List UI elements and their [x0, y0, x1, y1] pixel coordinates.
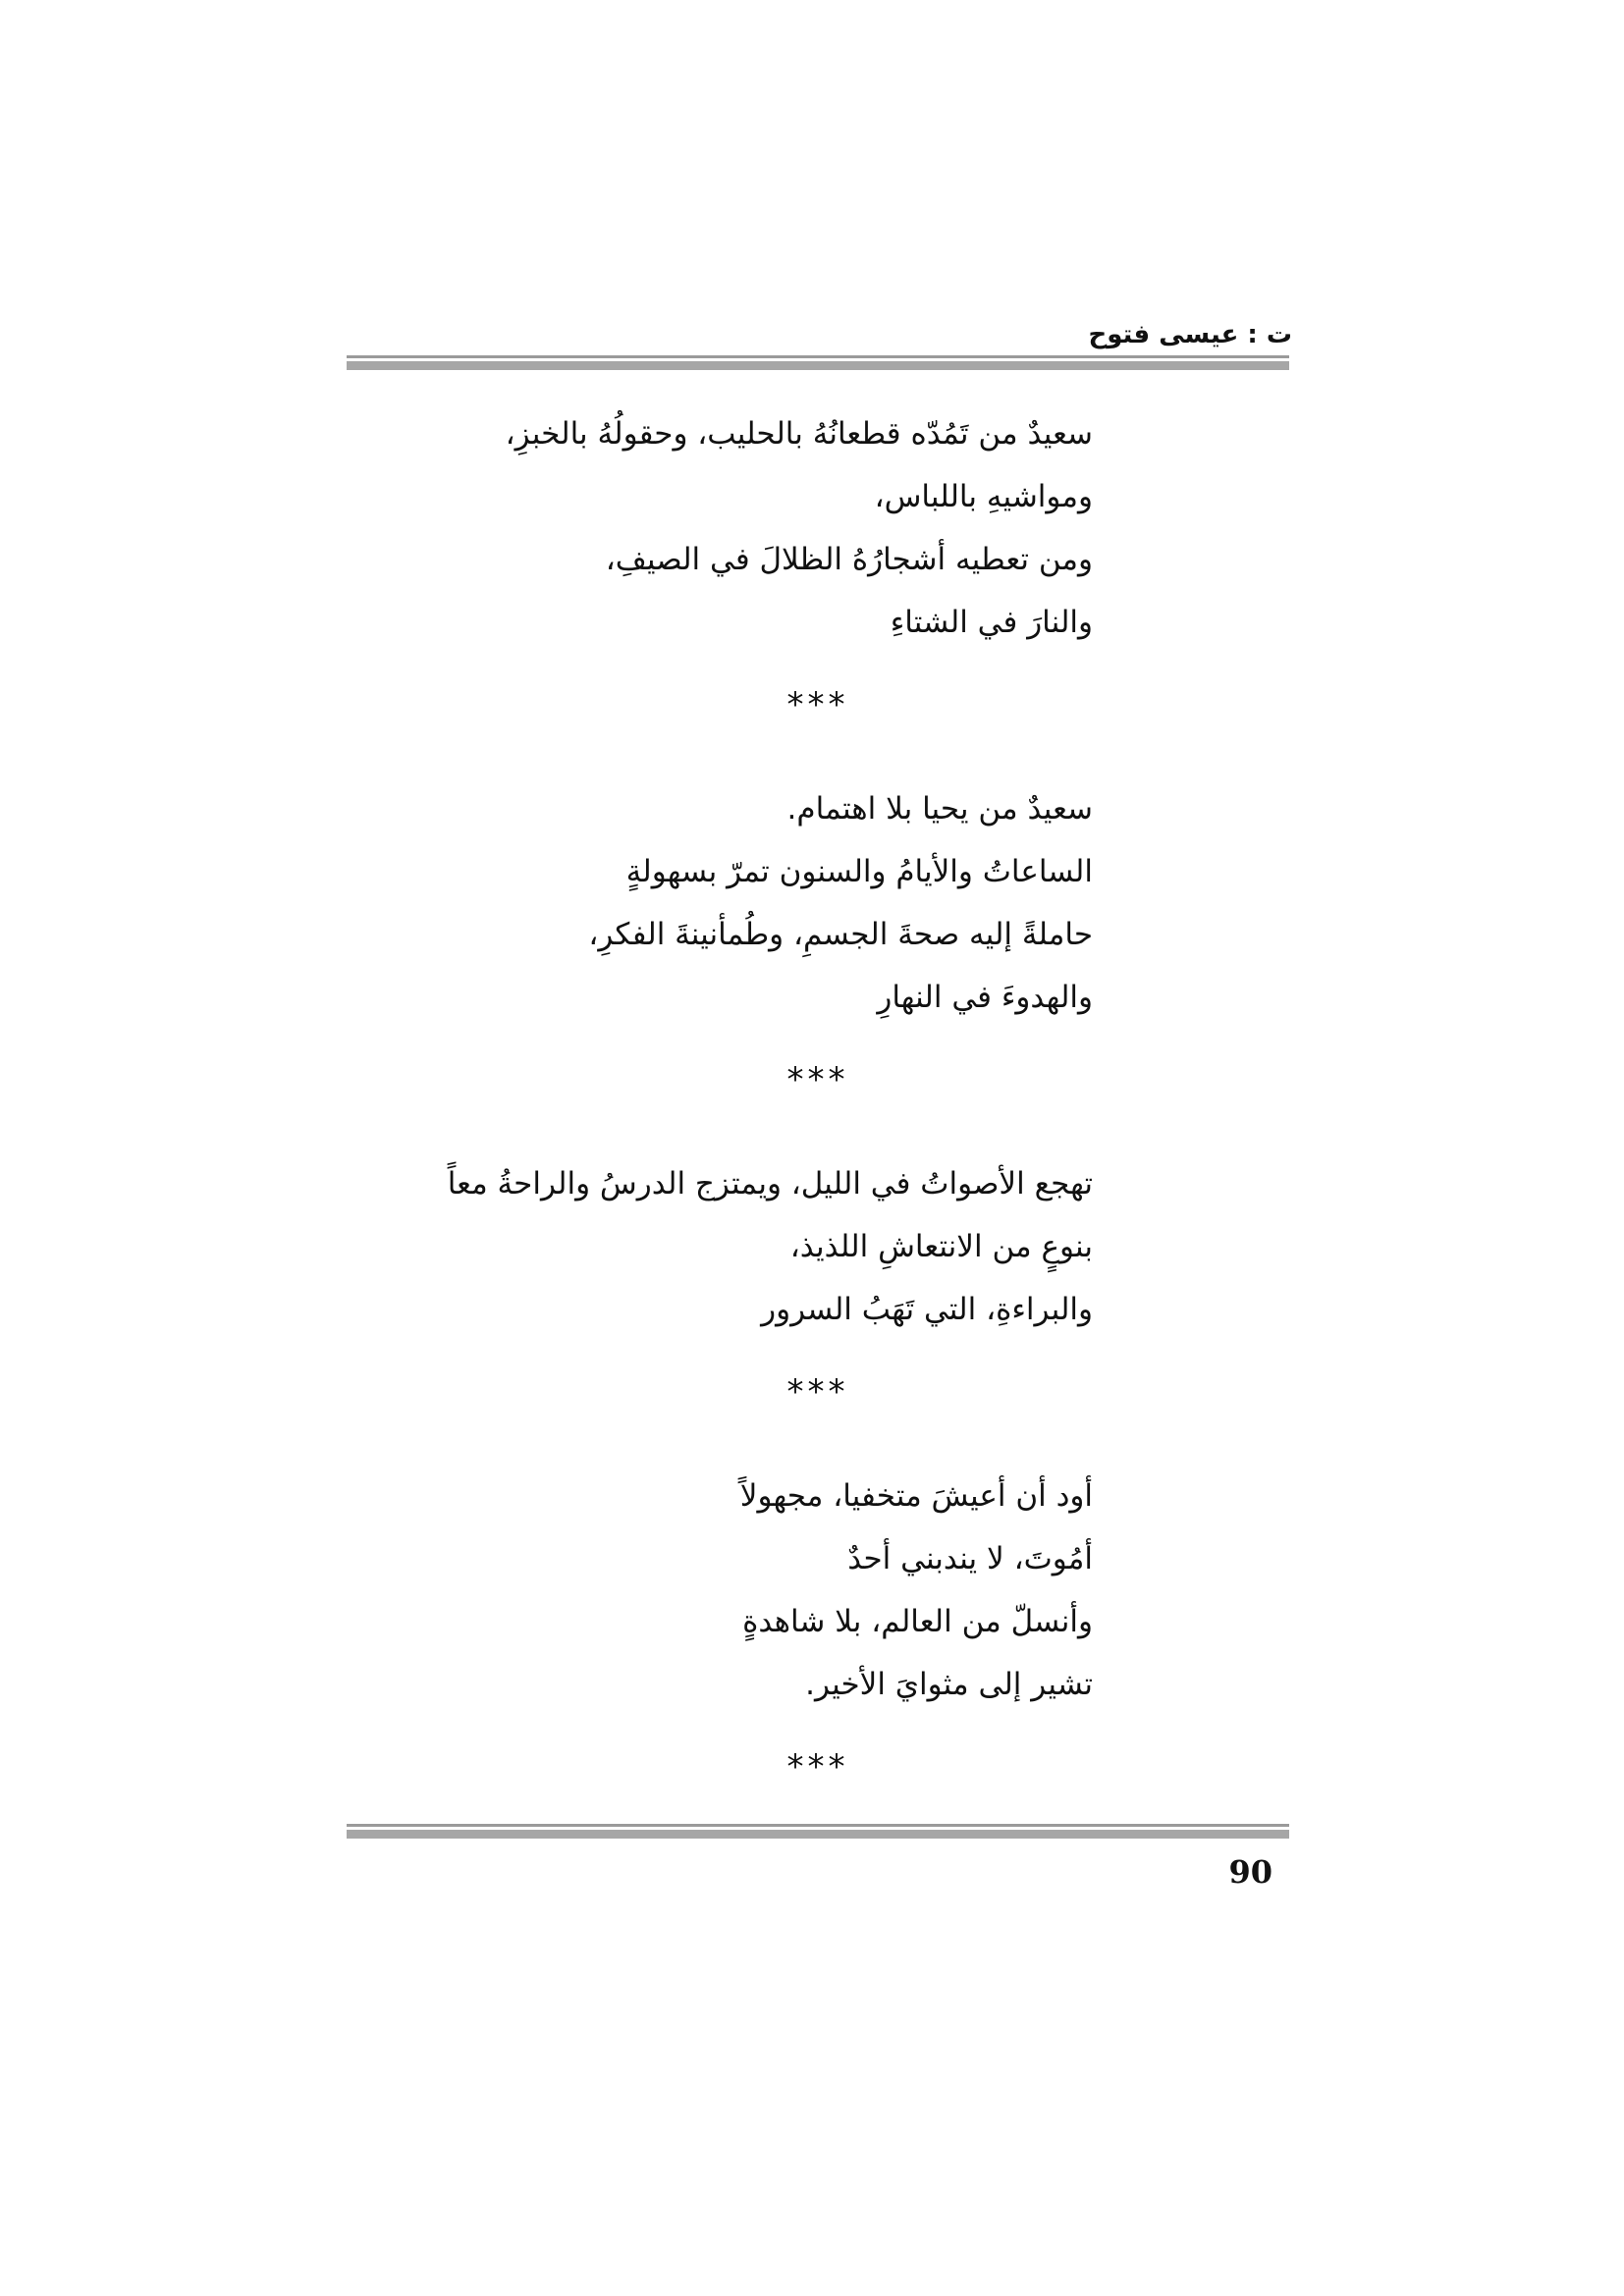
poem-line: تشير إلى مثوايَ الأخير. — [805, 1667, 1093, 1702]
poem-body — [327, 402, 1093, 1840]
stanza-1 — [327, 402, 1093, 654]
poem-line: سعيدٌ من تَمُدّه قطعانُهُ بالحليب، وحقولُهُ بالخبزِ، — [505, 416, 1093, 452]
poem-line: الساعاتُ والأيامُ والسنون تمرّ بسهولةٍ — [625, 854, 1093, 889]
poem-line: تهجع الأصواتُ في الليل، ويمتزج الدرسُ والراحةُ معاً — [447, 1166, 1093, 1201]
running-header: ت : عيسى فتوح — [1088, 320, 1292, 349]
stanza-4 — [327, 1465, 1093, 1716]
stanza-separator: *** — [786, 685, 849, 724]
poem-line: ومواشيهِ باللباس، — [874, 479, 1093, 514]
stanza-2 — [327, 777, 1093, 1029]
poem-line: والبراءةِ، التي تَهَبُ السرور — [761, 1292, 1093, 1327]
stanza-3 — [327, 1152, 1093, 1341]
footer-rule — [347, 1824, 1289, 1839]
header-rule — [347, 355, 1289, 370]
stanza-separator: *** — [786, 1060, 849, 1099]
poem-line: بنوعٍ من الانتعاشِ اللذيذ، — [789, 1229, 1093, 1264]
poem-line: وأنسلّ من العالم، بلا شاهدةٍ — [742, 1604, 1093, 1639]
poem-line: حاملةً إليه صحةَ الجسمِ، وطُمأنينةَ الفكرِ، — [588, 917, 1093, 952]
poem-line: والهدوءَ في النهارِ — [877, 980, 1093, 1015]
poem-line: أود أن أعيشَ متخفيا، مجهولاً — [739, 1478, 1093, 1514]
stanza-separator: *** — [786, 1747, 849, 1787]
poem-line: أمُوتَ، لا يندبني أحدٌ — [847, 1541, 1093, 1576]
poem-line: والنارَ في الشتاءِ — [890, 605, 1093, 640]
stanza-separator: *** — [786, 1372, 849, 1412]
poem-line: سعيدٌ من يحيا بلا اهتمام. — [786, 791, 1093, 827]
poem-line: ومن تعطيه أشجارُهُ الظلالَ في الصيفِ، — [605, 542, 1093, 577]
page-number: 90 — [1228, 1853, 1272, 1891]
